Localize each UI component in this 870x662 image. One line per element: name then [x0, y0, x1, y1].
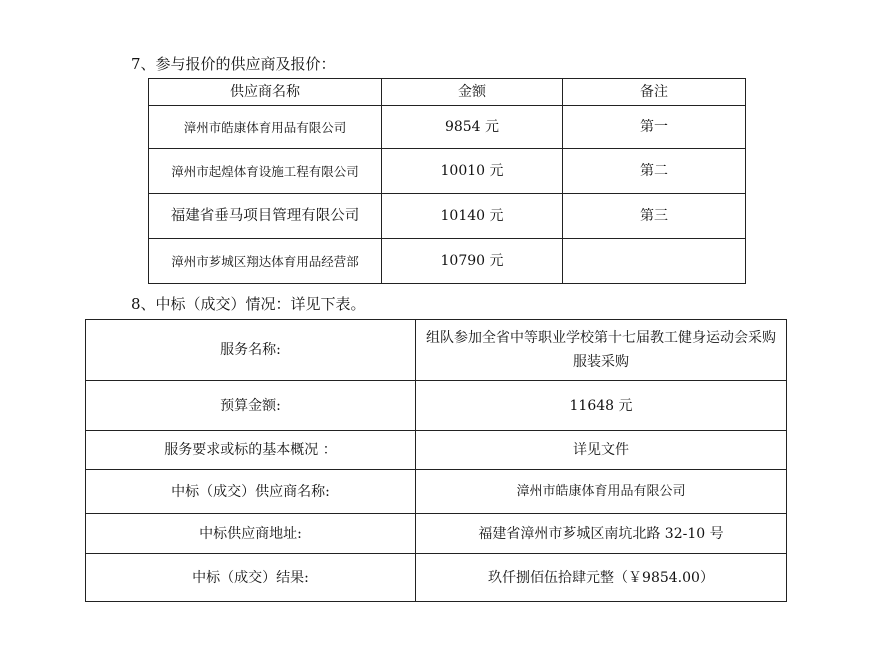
table-row [86, 431, 787, 470]
table-row [149, 149, 746, 194]
header-amount: 金额 [382, 79, 563, 106]
service-name-value: 组队参加全省中等职业学校第十七届教工健身运动会采购服装采购 [416, 320, 787, 381]
budget-value: 11648 元 [416, 381, 787, 431]
supplier-name: 漳州市起煌体育设施工程有限公司 [149, 149, 382, 194]
supplier-address-label: 中标供应商地址: [86, 514, 416, 554]
winning-supplier-value: 漳州市皓康体育用品有限公司 [416, 470, 787, 514]
requirements-label: 服务要求或标的基本概况 ： [86, 431, 416, 470]
supplier-name: 漳州市芗城区翔达体育用品经营部 [149, 239, 382, 284]
supplier-amount: 10010 元 [382, 149, 563, 194]
requirements-value: 详见文件 [416, 431, 787, 470]
header-supplier-name: 供应商名称 [149, 79, 382, 106]
supplier-amount: 9854 元 [382, 106, 563, 149]
supplier-name: 福建省垂马项目管理有限公司 [149, 194, 382, 239]
table-row [149, 194, 746, 239]
supplier-amount: 10790 元 [382, 239, 563, 284]
supplier-name: 漳州市皓康体育用品有限公司 [149, 106, 382, 149]
supplier-note: 第一 [563, 106, 746, 149]
supplier-note: 第二 [563, 149, 746, 194]
award-table [85, 319, 787, 602]
table-row [149, 239, 746, 284]
table-row [86, 554, 787, 602]
section-7-heading: 7、参与报价的供应商及报价： [131, 55, 336, 73]
supplier-note [563, 239, 746, 284]
award-result-label: 中标（成交）结果: [86, 554, 416, 602]
table-row [86, 381, 787, 431]
table-row [86, 470, 787, 514]
table-row [86, 514, 787, 554]
award-result-value: 玖仟捌佰伍拾肆元整（￥9854.00） [416, 554, 787, 602]
winning-supplier-label: 中标（成交）供应商名称: [86, 470, 416, 514]
section-8-heading: 8、中标（成交）情况：详见下表。 [131, 295, 366, 313]
table-header-row [149, 79, 746, 106]
supplier-amount: 10140 元 [382, 194, 563, 239]
service-name-label: 服务名称: [86, 320, 416, 381]
bidders-table [148, 78, 746, 284]
budget-label: 预算金额: [86, 381, 416, 431]
supplier-address-value: 福建省漳州市芗城区南坑北路 32-10 号 [416, 514, 787, 554]
table-row [86, 320, 787, 381]
supplier-note: 第三 [563, 194, 746, 239]
header-note: 备注 [563, 79, 746, 106]
table-row [149, 106, 746, 149]
